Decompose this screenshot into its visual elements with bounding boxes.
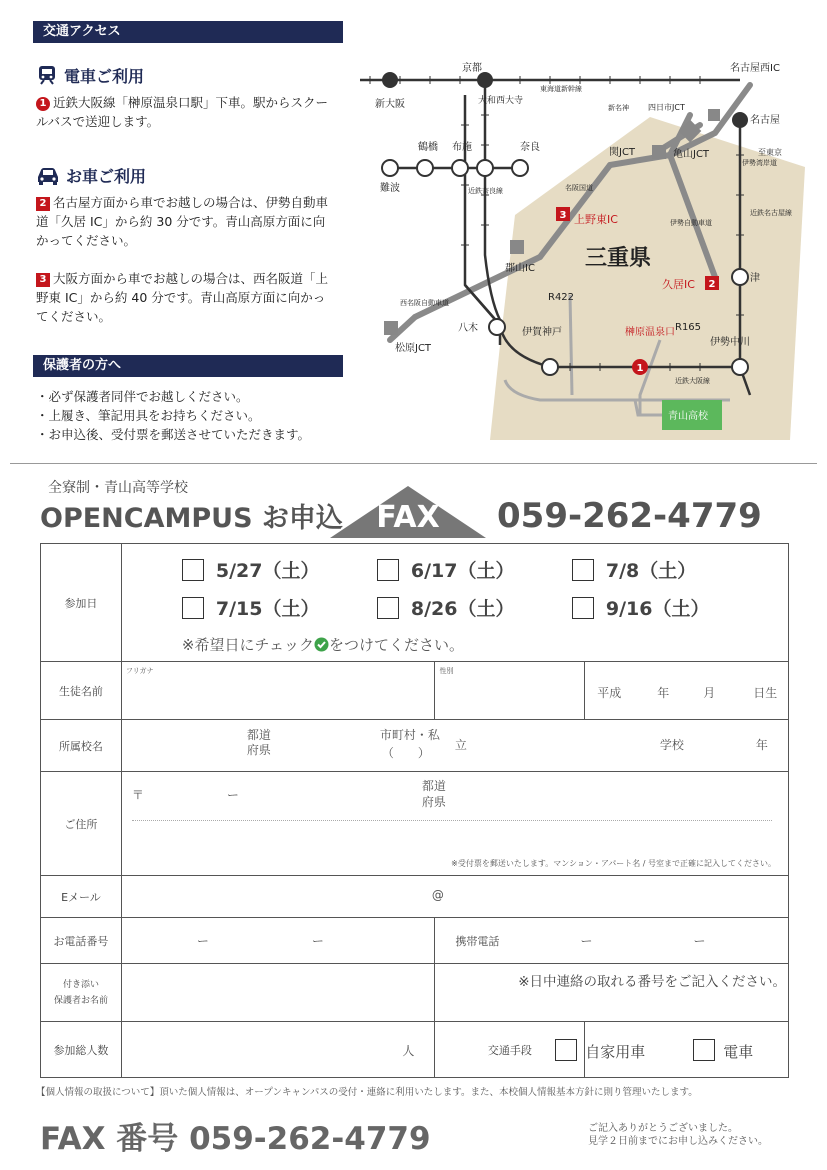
thanks-line-2: 見学２日前までにお申し込みください。 xyxy=(588,1136,768,1147)
label-tsu: 津 xyxy=(750,273,760,284)
mobile-input-cell[interactable] xyxy=(435,918,789,964)
label-school: 青山高校 xyxy=(668,411,708,422)
car-item-2 xyxy=(36,193,336,250)
phone-dash: ー xyxy=(311,934,324,948)
count-input-cell[interactable] xyxy=(121,1022,435,1078)
label-kyoto: 京都 xyxy=(462,63,482,74)
birth-day: 日生 xyxy=(753,686,778,700)
todofuken-label: 都道府県 xyxy=(246,728,271,757)
station-yamato xyxy=(477,160,493,176)
phone-input-cell[interactable] xyxy=(121,918,435,964)
label-ise-exp: 伊勢自動車道 xyxy=(670,219,712,227)
guardian-label-1: 付き添い xyxy=(62,979,99,990)
guardian-item: ・お申込後、受付票を郵送させていただきます。 xyxy=(36,427,311,442)
guardian-label-2: 保護者お名前 xyxy=(53,995,108,1006)
date-option[interactable] xyxy=(377,556,515,583)
station-nara xyxy=(512,160,528,176)
date-checkbox[interactable] xyxy=(572,597,594,619)
label-yagi: 八木 xyxy=(458,323,478,334)
label-r165: R165 xyxy=(675,322,702,333)
count-label: 参加総人数 xyxy=(41,1022,122,1078)
label-to-tokyo: 至東京 xyxy=(758,148,782,157)
date-checkbox[interactable] xyxy=(572,559,594,581)
guardian-item: ・必ず保護者同伴でお越しください。 xyxy=(36,389,249,404)
row-phone xyxy=(41,918,789,964)
car-item-3-text: 大阪方面から車でお越しの場合は、西名阪道「上野東 IC」から約 40 分です。青山高原方面に向かってください。 xyxy=(36,271,329,324)
phone-dash: ー xyxy=(196,934,209,948)
guardian-item: ・上履き、筆記用具をお持ちください。 xyxy=(36,408,261,423)
birth-year: 年 xyxy=(657,686,670,700)
gender-cell[interactable] xyxy=(435,662,585,720)
email-at: @ xyxy=(431,888,444,902)
row-name xyxy=(41,662,789,720)
privacy-note: 【個人情報の取扱について】頂いた個人情報は、オープンキャンパスの受付・連絡に利用いたします。また、本校個人情報基本方針に則り管理いたします。 xyxy=(36,1087,698,1098)
station-iga xyxy=(542,359,558,375)
transport-train-label: 電車 xyxy=(723,1043,754,1061)
label-r422: R422 xyxy=(548,292,575,303)
label-hisai-ic: 久居IC xyxy=(662,278,695,291)
num-2-badge: 2 xyxy=(36,197,50,211)
date-option[interactable] xyxy=(182,556,320,583)
transport-train-checkbox[interactable] xyxy=(693,1039,715,1061)
ic-yokkaichi-jct xyxy=(708,109,720,121)
gakko-label: 学校 xyxy=(659,738,684,752)
svg-text:3: 3 xyxy=(559,210,567,221)
transport-label: 交通手段 xyxy=(435,1022,585,1078)
station-yagi xyxy=(489,319,505,335)
transport-car-option[interactable] xyxy=(555,1039,645,1062)
address-label: ご住所 xyxy=(41,772,122,876)
mobile-dash: ー xyxy=(580,934,593,948)
label-shin-mei: 新名神 xyxy=(608,104,629,112)
fax-logo xyxy=(330,482,486,540)
nen-label: 年 xyxy=(755,738,768,752)
row-school xyxy=(41,720,789,772)
ic-matsubara xyxy=(384,321,398,335)
station-shin-osaka xyxy=(382,72,398,88)
label-fuse: 布施 xyxy=(452,142,472,153)
label-sakakibara: 榊原温泉口 xyxy=(625,327,675,338)
date-label: 5/27（土） xyxy=(215,560,320,582)
school-input-cell[interactable] xyxy=(121,720,788,772)
gender-label: 性別 xyxy=(439,667,454,675)
train-text: 近鉄大阪線「榊原温泉口駅」下車。駅からスクールバスで送迎します。 xyxy=(36,95,329,129)
access-header: 交通アクセス xyxy=(33,21,343,43)
dates-label: 参加日 xyxy=(41,544,122,662)
station-nagoya xyxy=(732,112,748,128)
school-label: 所属校名 xyxy=(41,720,122,772)
station-tsuruhashi xyxy=(417,160,433,176)
label-yamato: 大和西大寺 xyxy=(478,96,524,106)
email-label: Eメール xyxy=(41,876,122,918)
mobile-dash: ー xyxy=(693,934,706,948)
label-nara: 奈良 xyxy=(520,142,540,153)
date-checkbox[interactable] xyxy=(182,559,204,581)
birth-month: 月 xyxy=(703,686,716,700)
postal-mark: 〒 xyxy=(131,788,144,802)
label-seki-jct: 関JCT xyxy=(609,147,636,158)
thanks-line-1: ご記入ありがとうございました。 xyxy=(588,1123,738,1134)
address-note: ※受付票を郵送いたします。マンション・アパート名 / 号室まで正確に記入してください。 xyxy=(451,859,776,868)
check-mark-icon xyxy=(314,636,329,654)
dates-cell xyxy=(121,544,788,662)
ic-seki-jct xyxy=(652,145,666,159)
fax-logo-text: FAX xyxy=(376,500,440,535)
label-iga-kambe: 伊賀神戸 xyxy=(522,327,562,338)
date-label: 6/17（土） xyxy=(410,560,515,582)
phone-label: お電話番号 xyxy=(41,918,122,964)
car-title-row xyxy=(36,164,336,187)
station-fuse xyxy=(452,160,468,176)
label-meihan: 名阪国道 xyxy=(565,184,593,192)
station-tsu xyxy=(732,269,748,285)
car-item-2-text: 名古屋方面から車でお越しの場合は、伊勢自動車道「久居 IC」から約 30 分です。青山高原方面に向かってください。 xyxy=(36,195,329,248)
row-guardian xyxy=(41,964,789,1022)
train-text-block xyxy=(36,93,336,131)
label-kintetsu-osaka: 近鉄大阪線 xyxy=(675,377,710,385)
label-yokkaichi-jct: 四日市JCT xyxy=(648,103,685,112)
label-tokaido: 東海道新幹線 xyxy=(540,85,582,93)
date-checkbox[interactable] xyxy=(377,559,399,581)
date-checkbox[interactable] xyxy=(182,597,204,619)
label-nagoya-nishi-ic: 名古屋西IC xyxy=(730,63,780,74)
ritsu-label: 立 xyxy=(454,738,467,752)
row-email xyxy=(41,876,789,918)
num-3-badge: 3 xyxy=(36,273,50,287)
label-ise-wangan: 伊勢湾岸道 xyxy=(742,159,777,167)
date-checkbox[interactable] xyxy=(377,597,399,619)
transport-train-option[interactable] xyxy=(693,1039,753,1062)
train-title-row xyxy=(36,64,336,87)
car-section xyxy=(36,164,336,326)
check-note-post: をつけてください。 xyxy=(329,636,465,654)
date-option[interactable] xyxy=(182,594,320,621)
address-guide-line xyxy=(132,820,772,821)
num-1-badge: 1 xyxy=(36,97,50,111)
birth-heisei: 平成 xyxy=(597,686,622,700)
footer-fax: FAX 番号 059-262-4779 xyxy=(40,1121,431,1157)
guardian-name-label xyxy=(41,964,122,1022)
label-kameyama-jct: 亀山JCT xyxy=(673,149,710,160)
name-input-cell[interactable] xyxy=(121,662,435,720)
guardian-header: 保護者の方へ xyxy=(33,355,343,377)
train-section xyxy=(36,64,336,131)
label-matsubara-jct: 松原JCT xyxy=(395,343,432,354)
date-label: 8/26（土） xyxy=(410,598,515,620)
car-item-3 xyxy=(36,269,336,326)
transport-car-checkbox[interactable] xyxy=(555,1039,577,1061)
label-namba: 難波 xyxy=(380,183,400,194)
fax-number: 059-262-4779 xyxy=(497,496,762,536)
birth-cell[interactable] xyxy=(585,662,789,720)
guardian-input-cell[interactable] xyxy=(121,964,435,1022)
svg-text:2: 2 xyxy=(708,279,716,290)
transport-cell xyxy=(585,1022,789,1078)
guardian-list xyxy=(36,387,356,444)
station-kyoto xyxy=(477,72,493,88)
date-option[interactable] xyxy=(377,594,515,621)
region-mie: 三重県 xyxy=(585,246,652,271)
label-tsuruhashi: 鶴橋 xyxy=(418,142,438,153)
email-input-cell[interactable] xyxy=(121,876,788,918)
date-label: 7/8（土） xyxy=(605,560,697,582)
postal-dash: ー xyxy=(226,788,239,802)
date-option[interactable] xyxy=(572,594,710,621)
address-input-cell[interactable] xyxy=(121,772,788,876)
paren-label: （ ） xyxy=(381,746,430,760)
train-title: 電車ご利用 xyxy=(64,67,145,86)
train-icon xyxy=(36,67,64,86)
school-line: 全寮制・青山高等学校 xyxy=(48,480,188,496)
divider xyxy=(10,463,817,464)
ic-koriyama xyxy=(510,240,524,254)
row-address xyxy=(41,772,789,876)
furigana-label: フリガナ xyxy=(125,667,154,675)
check-note xyxy=(182,634,464,655)
label-ueno-higashi-ic: 上野東IC xyxy=(574,213,618,226)
row-dates xyxy=(41,544,789,662)
date-label: 9/16（土） xyxy=(605,598,710,620)
date-option[interactable] xyxy=(572,556,696,583)
check-note-pre: ※希望日にチェック xyxy=(181,636,315,654)
date-label: 7/15（土） xyxy=(215,598,320,620)
todofuken2-label: 都道府県 xyxy=(421,779,446,809)
shichoson-label: 市町村・私 xyxy=(379,728,440,742)
application-form xyxy=(40,543,789,1078)
row-count xyxy=(41,1022,789,1078)
label-nishimeihan: 西名阪自動車道 xyxy=(400,299,449,307)
label-ise-nakagawa: 伊勢中川 xyxy=(710,337,750,348)
label-nagoya: 名古屋 xyxy=(750,115,780,126)
name-label: 生徒名前 xyxy=(41,662,122,720)
daytime-note: ※日中連絡の取れる番号をご記入ください。 xyxy=(435,964,789,1022)
label-shin-osaka: 新大阪 xyxy=(375,99,405,110)
car-icon xyxy=(36,167,66,186)
svg-text:1: 1 xyxy=(636,363,644,374)
label-kintetsu-nara: 近鉄奈良線 xyxy=(468,187,503,195)
label-kintetsu-nagoya: 近鉄名古屋線 xyxy=(750,209,792,217)
person-unit: 人 xyxy=(402,1044,415,1058)
mobile-label: 携帯電話 xyxy=(455,934,500,948)
station-namba xyxy=(382,160,398,176)
label-koriyama-ic: 郡山IC xyxy=(505,263,535,274)
access-map xyxy=(340,55,810,455)
station-ise-nakagawa xyxy=(732,359,748,375)
transport-car-label: 自家用車 xyxy=(585,1043,646,1061)
car-title: お車ご利用 xyxy=(66,167,147,186)
thanks-block xyxy=(588,1122,768,1148)
opencampus-title: OPENCAMPUS お申込 xyxy=(40,503,343,534)
